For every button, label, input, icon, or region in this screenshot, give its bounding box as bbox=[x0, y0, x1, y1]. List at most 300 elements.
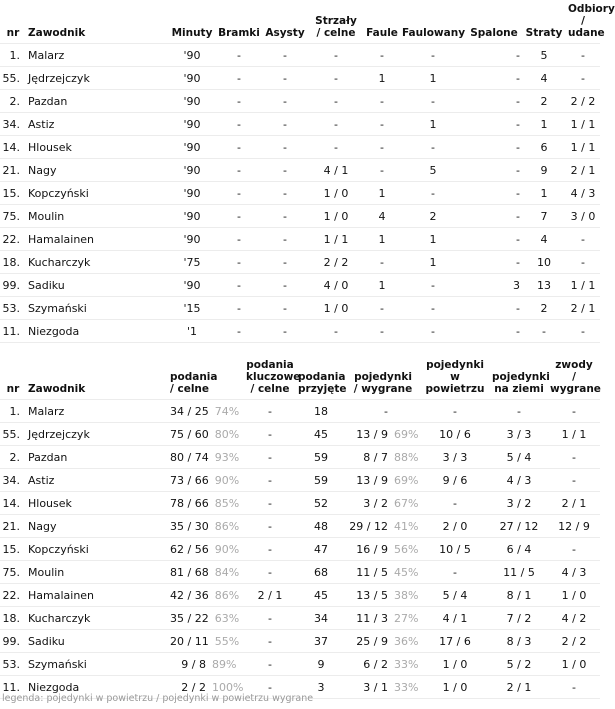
ground-duels-cell: 5 / 2 bbox=[490, 653, 548, 676]
player-passing-duels-table bbox=[0, 359, 600, 699]
passes-value: 73 / 66 bbox=[170, 473, 209, 487]
shots-cell: 1 / 0 bbox=[308, 297, 364, 320]
col-nr: nr bbox=[6, 27, 20, 39]
aerial-duels-cell: - bbox=[420, 561, 490, 584]
received-cell: 45 bbox=[296, 423, 346, 446]
losses-cell: 1 bbox=[522, 182, 566, 205]
minutes-cell: '90 bbox=[168, 274, 216, 297]
table-row bbox=[0, 274, 600, 297]
duels-value: 29 / 12 bbox=[349, 519, 388, 533]
minutes-cell: '15 bbox=[168, 297, 216, 320]
duels-value: 16 / 9 bbox=[356, 542, 388, 556]
player-name: Kucharczyk bbox=[26, 607, 168, 630]
assists-cell: - bbox=[262, 182, 308, 205]
player-name: Moulin bbox=[26, 561, 168, 584]
passes-value: 81 / 68 bbox=[170, 565, 209, 579]
shots-cell: 1 / 0 bbox=[308, 182, 364, 205]
player-name: Kopczyński bbox=[26, 182, 168, 205]
player-number: 34. bbox=[0, 113, 26, 136]
ground-duels-cell: 7 / 2 bbox=[490, 607, 548, 630]
passes-accuracy: 93% bbox=[214, 450, 240, 464]
table-row bbox=[0, 228, 600, 251]
passes-cell bbox=[168, 538, 244, 561]
player-number: 14. bbox=[0, 136, 26, 159]
fouled-cell: 1 bbox=[400, 113, 466, 136]
recoveries-cell: 2 / 1 bbox=[566, 297, 600, 320]
player-name: Hlousek bbox=[26, 492, 168, 515]
key-passes-cell: - bbox=[244, 653, 296, 676]
ground-duels-cell: 8 / 3 bbox=[490, 630, 548, 653]
duels-value: 8 / 7 bbox=[363, 450, 388, 464]
player-number: 99. bbox=[0, 274, 26, 297]
passes-value: 35 / 30 bbox=[170, 519, 209, 533]
fouled-cell: - bbox=[400, 44, 466, 67]
player-number: 11. bbox=[0, 676, 26, 699]
duels-value: 3 / 1 bbox=[363, 680, 388, 694]
goals-cell: - bbox=[216, 205, 262, 228]
duels-cell bbox=[346, 400, 420, 423]
fouled-cell: 1 bbox=[400, 67, 466, 90]
table-row bbox=[0, 320, 600, 343]
ground-duels-cell: - bbox=[490, 400, 548, 423]
player-name: Jędrzejczyk bbox=[26, 423, 168, 446]
aerial-duels-cell: 10 / 5 bbox=[420, 538, 490, 561]
player-name: Malarz bbox=[26, 400, 168, 423]
duels-win-rate: 36% bbox=[394, 634, 419, 648]
aerial-duels-cell: 3 / 3 bbox=[420, 446, 490, 469]
recoveries-cell: 2 / 1 bbox=[566, 159, 600, 182]
assists-cell: - bbox=[262, 44, 308, 67]
minutes-cell: '90 bbox=[168, 44, 216, 67]
table-row bbox=[0, 561, 600, 584]
goals-cell: - bbox=[216, 251, 262, 274]
player-number: 2. bbox=[0, 446, 26, 469]
aerial-duels-cell: 1 / 0 bbox=[420, 653, 490, 676]
ground-duels-cell: 2 / 1 bbox=[490, 676, 548, 699]
received-cell: 48 bbox=[296, 515, 346, 538]
dribbles-cell: 2 / 1 bbox=[548, 492, 600, 515]
minutes-cell: '90 bbox=[168, 136, 216, 159]
received-cell: 45 bbox=[296, 584, 346, 607]
dribbles-cell: - bbox=[548, 446, 600, 469]
player-name: Hamalainen bbox=[26, 584, 168, 607]
recoveries-cell: 1 / 1 bbox=[566, 136, 600, 159]
offside-cell: - bbox=[466, 320, 522, 343]
passes-accuracy: 55% bbox=[214, 634, 240, 648]
duels-cell bbox=[346, 676, 420, 699]
duels-value: 13 / 9 bbox=[356, 427, 388, 441]
offside-cell: - bbox=[466, 90, 522, 113]
table-row bbox=[0, 113, 600, 136]
table-row bbox=[0, 67, 600, 90]
duels-win-rate: 69% bbox=[394, 427, 419, 441]
player-number: 15. bbox=[0, 538, 26, 561]
duels-value: - bbox=[384, 404, 388, 418]
passes-value: 2 / 2 bbox=[181, 680, 206, 694]
passes-cell bbox=[168, 653, 244, 676]
passes-accuracy: 85% bbox=[214, 496, 240, 510]
col-recoveries: Odbiory / udane bbox=[568, 3, 615, 39]
player-name: Kucharczyk bbox=[26, 251, 168, 274]
table-row bbox=[0, 205, 600, 228]
passes-accuracy: 100% bbox=[212, 680, 244, 694]
minutes-cell: '1 bbox=[168, 320, 216, 343]
minutes-cell: '90 bbox=[168, 159, 216, 182]
table-row bbox=[0, 423, 600, 446]
received-cell: 59 bbox=[296, 469, 346, 492]
dribbles-cell: - bbox=[548, 676, 600, 699]
passes-value: 34 / 25 bbox=[170, 404, 209, 418]
shots-cell: - bbox=[308, 320, 364, 343]
fouls-cell: - bbox=[364, 320, 400, 343]
aerial-duels-cell: - bbox=[420, 400, 490, 423]
table-row bbox=[0, 653, 600, 676]
passes-accuracy: 86% bbox=[214, 588, 240, 602]
fouls-cell: - bbox=[364, 90, 400, 113]
table-row bbox=[0, 44, 600, 67]
recoveries-cell: 2 / 2 bbox=[566, 90, 600, 113]
shots-cell: 4 / 1 bbox=[308, 159, 364, 182]
ground-duels-cell: 3 / 2 bbox=[490, 492, 548, 515]
minutes-cell: '90 bbox=[168, 67, 216, 90]
passes-accuracy: 86% bbox=[214, 519, 240, 533]
player-name: Kopczyński bbox=[26, 538, 168, 561]
player-number: 99. bbox=[0, 630, 26, 653]
player-number: 75. bbox=[0, 205, 26, 228]
table-row bbox=[0, 515, 600, 538]
duels-cell bbox=[346, 469, 420, 492]
received-cell: 34 bbox=[296, 607, 346, 630]
table-row bbox=[0, 492, 600, 515]
player-name: Moulin bbox=[26, 205, 168, 228]
passes-value: 9 / 8 bbox=[181, 657, 206, 671]
losses-cell: 5 bbox=[522, 44, 566, 67]
col-goals: Bramki bbox=[218, 27, 260, 39]
duels-cell bbox=[346, 584, 420, 607]
goals-cell: - bbox=[216, 67, 262, 90]
recoveries-cell: - bbox=[566, 251, 600, 274]
losses-cell: 6 bbox=[522, 136, 566, 159]
passes-cell bbox=[168, 561, 244, 584]
ground-duels-cell: 4 / 3 bbox=[490, 469, 548, 492]
minutes-cell: '90 bbox=[168, 90, 216, 113]
duels-win-rate: 56% bbox=[394, 542, 419, 556]
table-row bbox=[0, 182, 600, 205]
player-name: Malarz bbox=[26, 44, 168, 67]
minutes-cell: '90 bbox=[168, 182, 216, 205]
fouls-cell: - bbox=[364, 251, 400, 274]
duels-value: 3 / 2 bbox=[363, 496, 388, 510]
player-name: Sadiku bbox=[26, 274, 168, 297]
ground-duels-cell: 27 / 12 bbox=[490, 515, 548, 538]
table-row bbox=[0, 630, 600, 653]
key-passes-cell: - bbox=[244, 538, 296, 561]
player-number: 53. bbox=[0, 653, 26, 676]
ground-duels-cell: 3 / 3 bbox=[490, 423, 548, 446]
duels-win-rate: 67% bbox=[394, 496, 419, 510]
dribbles-cell: 1 / 1 bbox=[548, 423, 600, 446]
col-losses: Straty bbox=[525, 27, 563, 39]
offside-cell: 3 bbox=[466, 274, 522, 297]
player-number: 21. bbox=[0, 515, 26, 538]
fouled-cell: 1 bbox=[400, 228, 466, 251]
shots-cell: - bbox=[308, 90, 364, 113]
player-number: 11. bbox=[0, 320, 26, 343]
aerial-duels-cell: 2 / 0 bbox=[420, 515, 490, 538]
losses-cell: 1 bbox=[522, 113, 566, 136]
table-row bbox=[0, 538, 600, 561]
losses-cell: 7 bbox=[522, 205, 566, 228]
losses-cell: 9 bbox=[522, 159, 566, 182]
player-number: 34. bbox=[0, 469, 26, 492]
passes-cell bbox=[168, 446, 244, 469]
player-stats-table bbox=[0, 3, 615, 343]
goals-cell: - bbox=[216, 297, 262, 320]
shots-cell: 1 / 1 bbox=[308, 228, 364, 251]
assists-cell: - bbox=[262, 228, 308, 251]
passes-value: 75 / 60 bbox=[170, 427, 209, 441]
fouls-cell: 4 bbox=[364, 205, 400, 228]
col-aerial-duels: pojedynki w powietrzu bbox=[425, 359, 485, 395]
fouled-cell: 5 bbox=[400, 159, 466, 182]
minutes-cell: '90 bbox=[168, 228, 216, 251]
key-passes-cell: - bbox=[244, 515, 296, 538]
received-cell: 59 bbox=[296, 446, 346, 469]
table-row bbox=[0, 136, 600, 159]
shots-cell: - bbox=[308, 67, 364, 90]
recoveries-cell: - bbox=[566, 228, 600, 251]
offside-cell: - bbox=[466, 205, 522, 228]
passes-value: 80 / 74 bbox=[170, 450, 209, 464]
col-fouls: Faule bbox=[366, 27, 398, 39]
player-number: 53. bbox=[0, 297, 26, 320]
offside-cell: - bbox=[466, 136, 522, 159]
assists-cell: - bbox=[262, 320, 308, 343]
offside-cell: - bbox=[466, 182, 522, 205]
col-passes: podania / celne bbox=[170, 371, 218, 395]
player-name: Nagy bbox=[26, 159, 168, 182]
table-row bbox=[0, 400, 600, 423]
fouled-cell: - bbox=[400, 182, 466, 205]
passes-accuracy: 84% bbox=[214, 565, 240, 579]
player-number: 15. bbox=[0, 182, 26, 205]
minutes-cell: '75 bbox=[168, 251, 216, 274]
duels-cell bbox=[346, 423, 420, 446]
received-cell: 52 bbox=[296, 492, 346, 515]
fouls-cell: 1 bbox=[364, 182, 400, 205]
shots-cell: 1 / 0 bbox=[308, 205, 364, 228]
key-passes-cell: - bbox=[244, 423, 296, 446]
player-name: Szymański bbox=[26, 653, 168, 676]
fouled-cell: - bbox=[400, 136, 466, 159]
player-name: Jędrzejczyk bbox=[26, 67, 168, 90]
passes-accuracy: 74% bbox=[214, 404, 240, 418]
aerial-duels-cell: 4 / 1 bbox=[420, 607, 490, 630]
duels-win-rate: 69% bbox=[394, 473, 419, 487]
received-cell: 68 bbox=[296, 561, 346, 584]
shots-cell: 4 / 0 bbox=[308, 274, 364, 297]
player-name: Niezgoda bbox=[26, 676, 168, 699]
assists-cell: - bbox=[262, 274, 308, 297]
passes-accuracy: 89% bbox=[212, 657, 237, 671]
player-number: 14. bbox=[0, 492, 26, 515]
goals-cell: - bbox=[216, 136, 262, 159]
player-name: Astiz bbox=[26, 113, 168, 136]
duels-win-rate: 27% bbox=[394, 611, 419, 625]
player-number: 55. bbox=[0, 67, 26, 90]
fouled-cell: 2 bbox=[400, 205, 466, 228]
goals-cell: - bbox=[216, 320, 262, 343]
col-ground-duels: pojedynki na ziemi bbox=[492, 371, 550, 395]
duels-win-rate: 41% bbox=[394, 519, 419, 533]
player-number: 18. bbox=[0, 251, 26, 274]
table-row bbox=[0, 297, 600, 320]
goals-cell: - bbox=[216, 228, 262, 251]
passes-accuracy: 80% bbox=[214, 427, 240, 441]
ground-duels-cell: 11 / 5 bbox=[490, 561, 548, 584]
player-number: 75. bbox=[0, 561, 26, 584]
aerial-duels-cell: 5 / 4 bbox=[420, 584, 490, 607]
fouled-cell: 1 bbox=[400, 251, 466, 274]
key-passes-cell: 2 / 1 bbox=[244, 584, 296, 607]
goals-cell: - bbox=[216, 113, 262, 136]
recoveries-cell: 3 / 0 bbox=[566, 205, 600, 228]
recoveries-cell: - bbox=[566, 44, 600, 67]
key-passes-cell: - bbox=[244, 630, 296, 653]
fouled-cell: - bbox=[400, 320, 466, 343]
table-row bbox=[0, 90, 600, 113]
passes-accuracy: 90% bbox=[214, 542, 240, 556]
duels-win-rate: 33% bbox=[394, 657, 419, 671]
duels-value: 13 / 9 bbox=[356, 473, 388, 487]
player-number: 1. bbox=[0, 400, 26, 423]
player-number: 2. bbox=[0, 90, 26, 113]
fouls-cell: 1 bbox=[364, 67, 400, 90]
passes-cell bbox=[168, 584, 244, 607]
recoveries-cell: 1 / 1 bbox=[566, 274, 600, 297]
passes-value: 62 / 56 bbox=[170, 542, 209, 556]
aerial-duels-cell: 9 / 6 bbox=[420, 469, 490, 492]
table-row bbox=[0, 607, 600, 630]
player-name: Hamalainen bbox=[26, 228, 168, 251]
assists-cell: - bbox=[262, 67, 308, 90]
table-row bbox=[0, 251, 600, 274]
passes-cell bbox=[168, 400, 244, 423]
duels-win-rate: 88% bbox=[394, 450, 419, 464]
aerial-duels-cell: 17 / 6 bbox=[420, 630, 490, 653]
key-passes-cell: - bbox=[244, 561, 296, 584]
received-cell: 18 bbox=[296, 400, 346, 423]
fouls-cell: - bbox=[364, 113, 400, 136]
col-offside: Spalone bbox=[470, 27, 518, 39]
player-number: 21. bbox=[0, 159, 26, 182]
duels-value: 13 / 5 bbox=[356, 588, 388, 602]
fouls-cell: - bbox=[364, 44, 400, 67]
key-passes-cell: - bbox=[244, 469, 296, 492]
duels-cell bbox=[346, 538, 420, 561]
table-row bbox=[0, 159, 600, 182]
goals-cell: - bbox=[216, 274, 262, 297]
dribbles-cell: 1 / 0 bbox=[548, 584, 600, 607]
fouled-cell: - bbox=[400, 274, 466, 297]
player-number: 22. bbox=[0, 228, 26, 251]
recoveries-cell: 4 / 3 bbox=[566, 182, 600, 205]
offside-cell: - bbox=[466, 44, 522, 67]
duels-value: 6 / 2 bbox=[363, 657, 388, 671]
fouled-cell: - bbox=[400, 297, 466, 320]
col-shots: Strzały / celne bbox=[315, 15, 357, 39]
col-duels: pojedynki / wygrane bbox=[353, 371, 413, 395]
col-received: podania przyjęte bbox=[298, 371, 347, 395]
offside-cell: - bbox=[466, 228, 522, 251]
player-name: Nagy bbox=[26, 515, 168, 538]
table-row bbox=[0, 469, 600, 492]
player-name: Niezgoda bbox=[26, 320, 168, 343]
player-name: Hlousek bbox=[26, 136, 168, 159]
losses-cell: 13 bbox=[522, 274, 566, 297]
passes-cell bbox=[168, 423, 244, 446]
assists-cell: - bbox=[262, 159, 308, 182]
offside-cell: - bbox=[466, 113, 522, 136]
shots-cell: 2 / 2 bbox=[308, 251, 364, 274]
ground-duels-cell: 6 / 4 bbox=[490, 538, 548, 561]
player-name: Pazdan bbox=[26, 90, 168, 113]
col-minutes: Minuty bbox=[171, 27, 213, 39]
minutes-cell: '90 bbox=[168, 113, 216, 136]
received-cell: 3 bbox=[296, 676, 346, 699]
table-row bbox=[0, 584, 600, 607]
col-nr: nr bbox=[6, 383, 20, 395]
assists-cell: - bbox=[262, 136, 308, 159]
fouled-cell: - bbox=[400, 90, 466, 113]
ground-duels-cell: 8 / 1 bbox=[490, 584, 548, 607]
offside-cell: - bbox=[466, 251, 522, 274]
duels-cell bbox=[346, 515, 420, 538]
offside-cell: - bbox=[466, 297, 522, 320]
fouls-cell: - bbox=[364, 136, 400, 159]
fouls-cell: 1 bbox=[364, 274, 400, 297]
losses-cell: 10 bbox=[522, 251, 566, 274]
dribbles-cell: 12 / 9 bbox=[548, 515, 600, 538]
duels-cell bbox=[346, 630, 420, 653]
passes-value: 35 / 22 bbox=[170, 611, 209, 625]
goals-cell: - bbox=[216, 90, 262, 113]
aerial-duels-cell: - bbox=[420, 492, 490, 515]
key-passes-cell: - bbox=[244, 607, 296, 630]
player-number: 1. bbox=[0, 44, 26, 67]
legend-note: legenda: pojedynki w powietrzu / pojedynki w powietrzu wygrane bbox=[2, 693, 314, 704]
shots-cell: - bbox=[308, 44, 364, 67]
key-passes-cell: - bbox=[244, 492, 296, 515]
assists-cell: - bbox=[262, 90, 308, 113]
col-key-passes: podania kluczowe / celne bbox=[246, 359, 301, 395]
assists-cell: - bbox=[262, 205, 308, 228]
losses-cell: 2 bbox=[522, 297, 566, 320]
assists-cell: - bbox=[262, 297, 308, 320]
losses-cell: 4 bbox=[522, 67, 566, 90]
col-dribbles: zwody / wygrane bbox=[550, 359, 601, 395]
duels-cell bbox=[346, 653, 420, 676]
table-header-row bbox=[0, 359, 600, 400]
table-row bbox=[0, 446, 600, 469]
aerial-duels-cell: 1 / 0 bbox=[420, 676, 490, 699]
passes-value: 42 / 36 bbox=[170, 588, 209, 602]
player-number: 18. bbox=[0, 607, 26, 630]
shots-cell: - bbox=[308, 113, 364, 136]
player-number: 22. bbox=[0, 584, 26, 607]
duels-cell bbox=[346, 446, 420, 469]
table-header-row bbox=[0, 3, 600, 44]
